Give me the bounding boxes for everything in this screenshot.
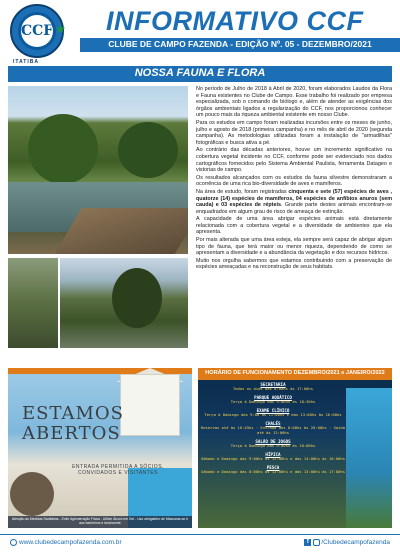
article-paragraph: No período de Julho de 2018 à Abril de 2020, foram elaborados Laudos da Flora e Fauna existentes no Clube de Campo. Esse trabalho foi realizado por empresa especializada, sob o comando de biólogo e, além de atender as exigências dos órgãos ambientais ligados a regularização do CCF, nos proporcionou conhecer um pouco mais da riqueza ambiental existente em nosso Clube.: [196, 86, 392, 119]
logo-caption: ITATIBA: [13, 59, 39, 65]
club-logo: [10, 4, 64, 58]
schedule-item-hours: Reservas até às 16:45hs · Entrada dos 8:00hs às 20:00hs · Saída até às 12:00hs: [200, 425, 345, 436]
schedule-item: [198, 439, 348, 449]
schedule-item-name: EXAME CLÍNICO: [256, 408, 290, 414]
facebook-icon: f: [304, 539, 311, 546]
schedule-item: [198, 465, 348, 475]
schedule-item-name: CHALÉS: [265, 421, 281, 427]
schedule-list: [198, 382, 348, 478]
schedule-item-hours: Sábado e Domingo das 8:00hs às 12:00hs e das 13:00hs às 17:00hs: [200, 469, 345, 475]
website-text: www.clubedecampofazenda.com.br: [19, 539, 122, 547]
horse-rider-shape: [10, 472, 54, 516]
star-icon: ★: [55, 22, 66, 36]
schedule-panel: [198, 368, 392, 528]
schedule-item: [198, 452, 348, 462]
schedule-item-name: SALÃO DE JOGOS: [255, 439, 291, 445]
schedule-item: [198, 408, 348, 418]
schedule-item-name: SECRETARIA: [260, 382, 286, 387]
website-link[interactable]: [10, 539, 122, 546]
schedule-item-hours: Terça à Domingo das 9:00hs às 18:00hs: [230, 443, 316, 449]
logo-mark: CCF: [21, 15, 53, 47]
article-paragraph: A capacidade de uma área abrigar espécies animais está diretamente relacionada com a cobertura vegetal e a diversidade de ambientes que ela apresenta.: [196, 216, 392, 236]
schedule-item: [198, 382, 348, 392]
footer: [0, 534, 400, 552]
title-bar: [80, 6, 400, 36]
schedule-item: [198, 421, 348, 436]
pool-photo: [346, 388, 392, 528]
social-handle: /Clubedecampofazenda: [321, 539, 390, 547]
globe-icon: [10, 539, 17, 546]
article-paragraph: Para os estudos em campo foram realizadas incursões entre os meses de junho, julho e agosto de 2018 (primeira campanha) e no mês de abril de 2020 (segunda campanha). As metodologias utilizadas foram a instalação de "armadilhas" fotográficas e busca ativa a pé.: [196, 119, 392, 146]
promo-footnote: Atenção as Medidas Sanitárias - Evite Aglomeração Física - Utilize Álcool em Gel - Uso obrigatório de Máscaras ao ir aos banheiros e lanchonete: [11, 517, 189, 526]
article-paragraph: [196, 189, 392, 215]
article-paragraph: Muito nos orgulha sabermos que estamos contribuindo com a preservação de espécies ameaçadas e na reconstrução de seus habitats.: [196, 257, 392, 271]
header: [0, 0, 400, 65]
open-promo-banner: [8, 368, 192, 528]
tree-shape: [28, 114, 98, 184]
article-paragraph: Ao contrário das décadas anteriores, houve um incremento significativo na cobertura vegetal incidente no CCF, conforme pode ser evidenciado nos dados cartográficos fornecidos pelo Sistema Ambiental Paulista, ferramenta Datageo e vistorias de campo.: [196, 147, 392, 174]
schedule-title: HORÁRIO DE FUNCIONAMENTO DEZEMBRO/2021 e JANEIRO/2022: [205, 370, 385, 376]
schedule-item: [198, 395, 348, 405]
paragraph-text: Na área de estudo, foram registradas: [196, 188, 289, 195]
promo-subtitle: ENTRADA PERMITIDA A SÓCIOS, CONVIDADOS E VISITANTES: [72, 464, 164, 476]
schedule-item-hours: Terça à Domingo das 9:00 às 11:00hs e das 13:00hs às 16:00hs: [204, 412, 342, 418]
schedule-item-name: HÍPICA: [265, 452, 281, 458]
tree-shape: [118, 122, 178, 178]
schedule-item-hours: Terça à Domingo das 9:00hs às 18:30hs: [230, 399, 316, 405]
chapel-shape: [120, 374, 180, 436]
schedule-item-hours: Todos os dias das 8:00hs às 17:00hs: [232, 386, 313, 391]
page-title: INFORMATIVO CCF: [106, 6, 364, 36]
promo-title: ESTAMOS ABERTOS: [22, 403, 125, 444]
section-title: NOSSA FAUNA E FLORA: [134, 67, 266, 79]
promo-footnote-bar: [8, 516, 192, 528]
article-paragraph: Os resultados alcançados com os estudos da fauna silvestre demonstraram a ocorrência de uma rica bio-diversidade de aves e mamíferos.: [196, 174, 392, 188]
schedule-item-name: PARQUE AQUÁTICO: [254, 395, 292, 401]
forest-photo: [8, 258, 58, 348]
schedule-item-hours: Sábado e Domingo das 9:00hs às 12:00hs e das 14:00hs às 16:00hs: [200, 456, 345, 462]
section-bar: [8, 66, 392, 82]
lake-dock-photo: [8, 86, 188, 254]
article-paragraph: Por mais alterada que uma área esteja, ela sempre será capaz de abrigar algum tipo de fauna, que terá maior ou menor riqueza, dependendo de como se apresentam a diversidade e a abundância da vegetação e dos recursos hídricos.: [196, 237, 392, 257]
edition-subtitle: CLUBE DE CAMPO FAZENDA - EDIÇÃO Nº. 05 - DEZEMBRO/2021: [108, 39, 372, 49]
schedule-item-name: PESCA: [266, 465, 280, 471]
paragraph-text: . Grande parte destes animais encontram-se enquadrados em algum grau de risco de ameaça de extinção.: [196, 202, 392, 215]
instagram-icon: [313, 539, 320, 546]
ducks-lake-photo: [60, 258, 188, 348]
species-count-text: cinquenta e sete (57) espécies de aves , quatorze (14) espécies de mamíferos, 04 espécies de anfíbios anuros (sem cauda) e 03 espécies de répteis: [196, 188, 392, 209]
article-body: [196, 86, 392, 354]
tree-shape: [112, 268, 162, 328]
subtitle-bar: [80, 38, 400, 52]
social-link[interactable]: [304, 539, 390, 546]
schedule-header: [198, 368, 392, 380]
